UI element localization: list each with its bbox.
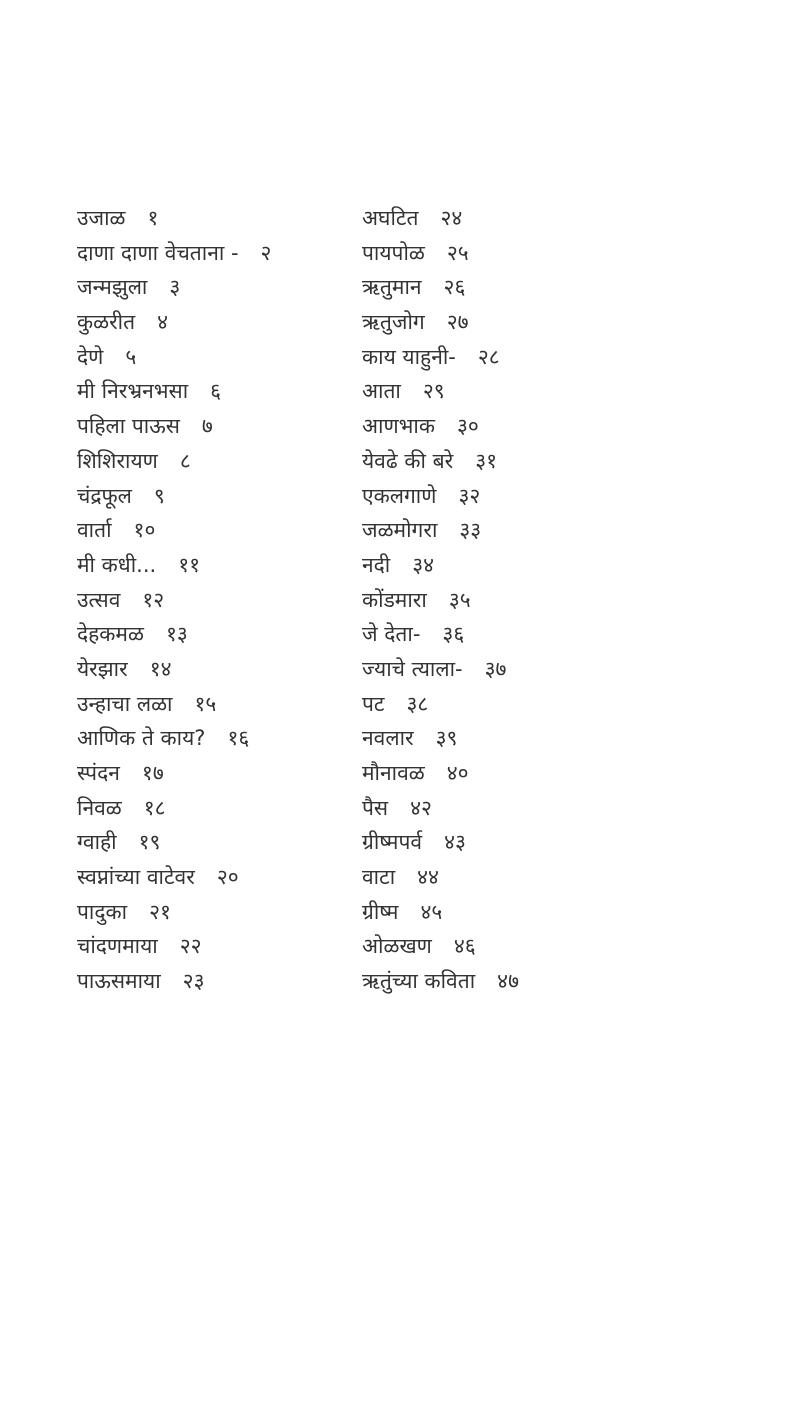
toc-entry-title: वार्ता (77, 518, 112, 543)
toc-entry (362, 825, 519, 860)
toc-entry-title: उजाळ (77, 206, 126, 230)
toc-entry (77, 721, 271, 756)
toc-entry (362, 409, 519, 444)
toc-entry-title: वाटा (362, 865, 396, 890)
toc-entry (362, 305, 519, 340)
toc-entry (77, 825, 271, 860)
toc-entry (362, 860, 519, 895)
toc-entry-page-number: ३१ (475, 448, 498, 473)
toc-entry-page-number: १३ (165, 622, 188, 647)
toc-entry-page-number: ४० (446, 761, 469, 785)
toc-entry-title: ग्वाही (77, 830, 117, 855)
toc-entry-title: नदी (362, 552, 391, 577)
toc-entry-page-number: ७ (201, 414, 213, 439)
toc-entry (362, 374, 519, 409)
toc-entry-page-number: २७ (446, 310, 469, 335)
toc-entry-page-number: २४ (440, 206, 463, 230)
toc-entry-page-number: १० (133, 518, 156, 543)
toc-entry-page-number: ३० (456, 414, 479, 439)
toc-entry-title: जन्मझुला (77, 275, 148, 300)
toc-entry-title: ग्रीष्म (362, 899, 399, 924)
toc-entry-page-number: ३३ (459, 518, 482, 543)
toc-entry-page-number: ९ (153, 483, 165, 508)
toc-entry-page-number: ४४ (417, 865, 439, 890)
toc-entry-title: देहकमळ (77, 622, 144, 647)
toc-entry (362, 583, 519, 618)
toc-entry-title: उन्हाचा लळा (77, 691, 173, 716)
toc-entry-page-number: १६ (227, 726, 250, 751)
toc-entry-title: शिशिरायण (77, 448, 158, 473)
toc-entry-page-number: १२ (142, 587, 165, 612)
toc-entry (77, 270, 271, 305)
toc-entry-title: कोंडमारा (362, 587, 427, 612)
toc-entry (362, 201, 519, 236)
toc-entry-title: अघटित (362, 206, 419, 230)
toc-entry (362, 340, 519, 375)
toc-entry (77, 479, 271, 514)
toc-entry-page-number: ५ (125, 344, 137, 369)
toc-entry (362, 479, 519, 514)
toc-entry (77, 340, 271, 375)
toc-entry-title: दाणा दाणा वेचताना - (77, 240, 239, 265)
toc-entry-title: नवलार (362, 726, 414, 751)
toc-entry (362, 548, 519, 583)
toc-entry (362, 617, 519, 652)
toc-entry (77, 860, 271, 895)
toc-entry (362, 236, 519, 271)
toc-entry (362, 756, 519, 791)
toc-entry-page-number: २० (216, 865, 239, 890)
toc-entry (77, 374, 271, 409)
toc-entry-page-number: ३६ (442, 622, 465, 647)
toc-entry-page-number: ४३ (444, 830, 466, 855)
toc-entry-page-number: ११ (178, 552, 201, 577)
toc-entry (77, 617, 271, 652)
toc-entry-title: आणभाक (362, 414, 435, 439)
toc-entry (362, 791, 519, 826)
toc-entry-title: उत्सव (77, 587, 121, 612)
toc-entry (77, 548, 271, 583)
toc-entry-page-number: ३८ (406, 691, 429, 716)
toc-entry-page-number: २१ (149, 899, 171, 924)
toc-entry-page-number: ३२ (458, 483, 481, 508)
toc-entry-page-number: १८ (143, 795, 166, 820)
toc-entry-title: ऋतुंच्या कविता (362, 969, 476, 994)
toc-entry-title: कुळरीत (77, 310, 136, 335)
toc-entry-title: ज्याचे त्याला- (362, 656, 463, 681)
toc-entry-page-number: २५ (446, 240, 469, 265)
toc-entry (362, 513, 519, 548)
toc-entry-title: ग्रीष्मपर्व (362, 830, 423, 855)
toc-entry-page-number: ३९ (435, 726, 458, 751)
toc-entry-title: चांदणमाया (77, 934, 158, 959)
toc-entry-title: निवळ (77, 795, 122, 820)
toc-entry (77, 895, 271, 930)
toc-entry-page-number: ३ (169, 275, 181, 300)
toc-entry-page-number: ४ (157, 310, 169, 335)
toc-entry-page-number: २८ (477, 344, 500, 369)
toc-entry-page-number: ४७ (497, 969, 519, 994)
toc-entry-title: येरझार (77, 656, 128, 681)
toc-entry (77, 513, 271, 548)
toc-entry-page-number: १४ (149, 656, 172, 681)
toc-entry (362, 687, 519, 722)
toc-entry-title: आणिक ते काय? (77, 726, 206, 751)
toc-entry-page-number: १७ (141, 761, 164, 785)
toc-entry (362, 270, 519, 305)
toc-entry-page-number: १५ (194, 691, 217, 716)
toc-entry (77, 305, 271, 340)
toc-entry-title: आता (362, 379, 401, 404)
toc-entry-title: पादुका (77, 899, 128, 924)
toc-entry-page-number: ३५ (448, 587, 471, 612)
toc-entry-title: जळमोगरा (362, 518, 438, 543)
toc-entry-page-number: २९ (422, 379, 445, 404)
toc-entry-page-number: १९ (138, 830, 161, 855)
toc-entry-title: स्पंदन (77, 761, 120, 785)
toc-entry (77, 964, 271, 999)
toc-entry-title: ओळखण (362, 934, 432, 959)
toc-entry-page-number: २ (260, 240, 272, 265)
toc-entry-page-number: २६ (443, 275, 466, 300)
toc-entry-title: काय याहुनी- (362, 344, 456, 369)
toc-entry-title: येवढे की बरे (362, 448, 454, 473)
toc-entry-title: पहिला पाऊस (77, 414, 180, 439)
toc-entry (77, 201, 271, 236)
toc-entry-title: पट (362, 691, 385, 716)
toc-column-right (362, 201, 519, 999)
toc-entry-title: पैस (362, 795, 389, 820)
toc-entry-title: स्वप्नांच्या वाटेवर (77, 865, 195, 890)
toc-entry-page-number: २२ (179, 934, 202, 959)
toc-entry-page-number: २३ (182, 969, 205, 994)
toc-column-left (77, 201, 271, 999)
toc-entry-page-number: ४६ (453, 934, 476, 959)
toc-entry (77, 687, 271, 722)
toc-entry (362, 964, 519, 999)
toc-entry-title: एकलगाणे (362, 483, 437, 508)
toc-entry-title: मौनावळ (362, 761, 425, 785)
toc-entry (77, 236, 271, 271)
toc-entry-page-number: ३४ (412, 552, 435, 577)
toc-entry-title: पाऊसमाया (77, 969, 161, 994)
toc-entry (362, 652, 519, 687)
toc-entry (77, 409, 271, 444)
toc-entry-title: मी निरभ्रनभसा (77, 379, 189, 404)
toc-entry-page-number: ३७ (484, 656, 507, 681)
toc-entry-title: जे देता- (362, 622, 421, 647)
toc-entry (362, 721, 519, 756)
toc-entry (362, 929, 519, 964)
toc-entry-title: ऋतुजोग (362, 310, 425, 335)
toc-entry-title: देणे (77, 344, 104, 369)
toc-entry-page-number: ४५ (420, 899, 443, 924)
toc-entry (77, 583, 271, 618)
toc-entry-page-number: १ (147, 206, 159, 230)
toc-entry (77, 444, 271, 479)
toc-entry-title: मी कधी... (77, 552, 157, 577)
toc-entry-page-number: ६ (210, 379, 222, 404)
toc-entry-title: पायपोळ (362, 240, 425, 265)
toc-entry (77, 791, 271, 826)
toc-entry-title: चंद्रफूल (77, 483, 132, 508)
toc-entry-page-number: ८ (179, 448, 191, 473)
toc-entry (77, 652, 271, 687)
toc-entry-page-number: ४२ (410, 795, 432, 820)
toc-entry (362, 895, 519, 930)
toc-entry-title: ऋतुमान (362, 275, 422, 300)
toc-entry (362, 444, 519, 479)
toc-entry (77, 929, 271, 964)
toc-entry (77, 756, 271, 791)
